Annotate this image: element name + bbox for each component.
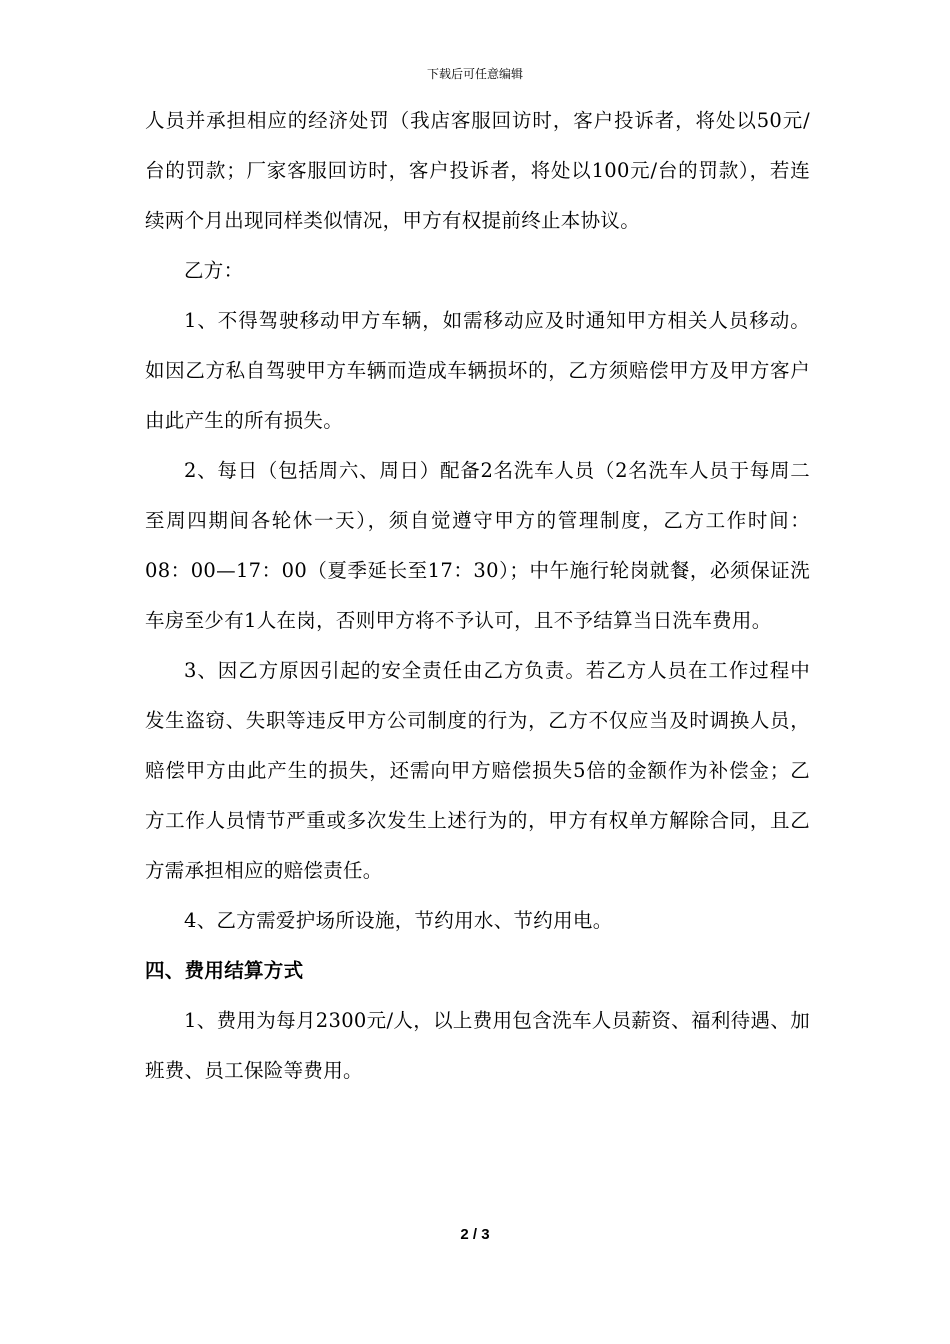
section-heading-fee-settlement: 四、费用结算方式 bbox=[145, 959, 304, 982]
download-note: 下载后可任意编辑 bbox=[426, 67, 523, 81]
paragraph-item-4: 4、乙方需爱护场所设施，节约用水、节约用电。 bbox=[184, 909, 613, 932]
paragraph-penalty-continuation: 人员并承担相应的经济处罚（我店客服回访时，客户投诉者，将处以50元/台的罚款；厂家客服回访时，客户投诉者，将处以100元/台的罚款），若连续两个月出现同样类似情况，甲方有权提前终止本协议。 bbox=[145, 109, 810, 232]
paragraph-item-1: 1、不得驾驶移动甲方车辆，如需移动应及时通知甲方相关人员移动。如因乙方私自驾驶甲方车辆而造成车辆损坏的，乙方须赔偿甲方及甲方客户由此产生的所有损失。 bbox=[145, 309, 810, 432]
document-body bbox=[145, 96, 810, 1096]
paragraph-party-b-label: 乙方： bbox=[184, 259, 244, 282]
page-number: 2 / 3 bbox=[460, 1226, 490, 1243]
paragraph-fee-1: 1、费用为每月2300元/人，以上费用包含洗车人员薪资、福利待遇、加班费、员工保险等费用。 bbox=[145, 1009, 810, 1082]
paragraph-item-3: 3、因乙方原因引起的安全责任由乙方负责。若乙方人员在工作过程中发生盗窃、失职等违反甲方公司制度的行为，乙方不仅应当及时调换人员，赔偿甲方由此产生的损失，还需向甲方赔偿损失5倍的金额作为补偿金；乙方工作人员情节严重或多次发生上述行为的，甲方有权单方解除合同，且乙方需承担相应的赔偿责任。 bbox=[145, 659, 810, 882]
paragraph-item-2: 2、每日（包括周六、周日）配备2名洗车人员（2名洗车人员于每周二至周四期间各轮休一天），须自觉遵守甲方的管理制度，乙方工作时间：08：00—17：00（夏季延长至17：30）；中午施行轮岗就餐，必须保证洗车房至少有1人在岗，否则甲方将不予认可，且不予结算当日洗车费用。 bbox=[145, 459, 810, 632]
